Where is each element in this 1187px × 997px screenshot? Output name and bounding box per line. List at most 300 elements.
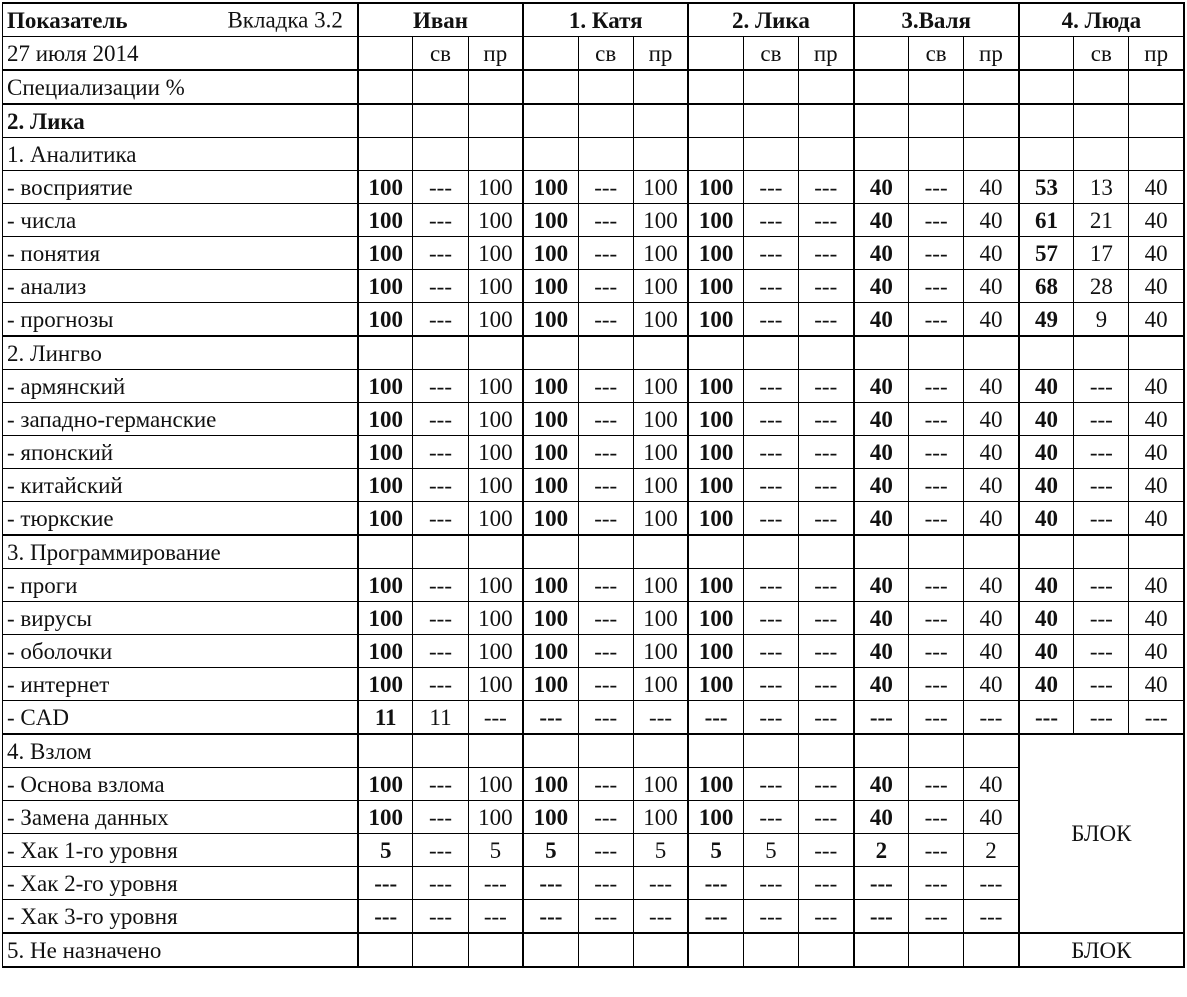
value-cell: 100 — [633, 370, 688, 403]
value-cell: --- — [413, 303, 468, 337]
value-cell: 100 — [633, 668, 688, 701]
table-cell — [743, 734, 798, 768]
table-cell — [964, 734, 1019, 768]
spec-row — [3, 70, 1185, 104]
value-cell: --- — [688, 701, 743, 735]
value-cell: 100 — [468, 602, 523, 635]
value-cell: --- — [743, 303, 798, 337]
value-cell: 100 — [358, 370, 413, 403]
value-cell: 40 — [964, 436, 1019, 469]
value-cell: 40 — [854, 403, 909, 436]
value-cell: --- — [578, 602, 633, 635]
table-cell — [798, 70, 853, 104]
row-label: - CAD — [3, 701, 358, 735]
value-cell: 100 — [523, 436, 578, 469]
table-cell — [358, 734, 413, 768]
subcol-pr: пр — [798, 37, 853, 71]
value-cell: --- — [578, 900, 633, 934]
table-row — [3, 502, 1185, 536]
value-cell: --- — [964, 900, 1019, 934]
category-row — [3, 535, 1185, 569]
value-cell: 100 — [523, 768, 578, 801]
value-cell: 40 — [964, 602, 1019, 635]
value-cell: --- — [743, 569, 798, 602]
category-row — [3, 734, 1185, 768]
subheader-row — [3, 37, 1185, 71]
table-cell — [578, 138, 633, 171]
value-cell: --- — [468, 701, 523, 735]
value-cell: 100 — [633, 270, 688, 303]
value-cell: --- — [1074, 469, 1129, 502]
table-cell — [468, 336, 523, 370]
table-cell — [523, 535, 578, 569]
row-label: - тюркские — [3, 502, 358, 536]
value-cell: --- — [798, 801, 853, 834]
value-cell: 40 — [1019, 370, 1074, 403]
value-cell: --- — [578, 569, 633, 602]
value-cell: 40 — [854, 569, 909, 602]
value-cell: --- — [798, 270, 853, 303]
spec-row-label: Специализации % — [3, 70, 358, 104]
value-cell: 40 — [1129, 668, 1184, 701]
value-cell: 100 — [358, 237, 413, 270]
value-cell: 100 — [468, 768, 523, 801]
value-cell: --- — [743, 602, 798, 635]
value-cell: 40 — [964, 502, 1019, 536]
value-cell: --- — [413, 370, 468, 403]
value-cell: 100 — [358, 436, 413, 469]
table-cell — [688, 933, 743, 967]
value-cell: 40 — [854, 370, 909, 403]
value-cell: 100 — [358, 602, 413, 635]
row-label: - китайский — [3, 469, 358, 502]
value-cell: --- — [413, 867, 468, 900]
value-cell: 100 — [468, 171, 523, 204]
value-cell: --- — [743, 701, 798, 735]
table-cell — [854, 138, 909, 171]
value-cell: 100 — [633, 768, 688, 801]
value-cell: --- — [743, 502, 798, 536]
category-title: 1. Аналитика — [3, 138, 358, 171]
value-cell: 100 — [688, 403, 743, 436]
table-cell — [688, 734, 743, 768]
value-cell: --- — [578, 171, 633, 204]
value-cell: 100 — [358, 569, 413, 602]
header-row — [3, 3, 1185, 37]
category-title: 2. Лингво — [3, 336, 358, 370]
row-label: - Хак 3-го уровня — [3, 900, 358, 934]
value-cell: --- — [413, 469, 468, 502]
table-cell — [633, 535, 688, 569]
table-cell — [964, 933, 1019, 967]
value-cell: 100 — [523, 569, 578, 602]
value-cell: 68 — [1019, 270, 1074, 303]
value-cell: 100 — [688, 303, 743, 337]
value-cell: 28 — [1074, 270, 1129, 303]
value-cell: --- — [798, 204, 853, 237]
value-cell: --- — [854, 867, 909, 900]
value-cell: --- — [413, 237, 468, 270]
table-cell — [523, 933, 578, 967]
value-cell: 40 — [1129, 602, 1184, 635]
value-cell: --- — [909, 900, 964, 934]
value-cell: 40 — [854, 635, 909, 668]
table-cell — [358, 535, 413, 569]
value-cell: 5 — [688, 834, 743, 867]
table-cell — [688, 104, 743, 138]
value-cell: 100 — [523, 403, 578, 436]
value-cell: 5 — [523, 834, 578, 867]
value-cell: 100 — [523, 635, 578, 668]
value-cell: 40 — [1129, 436, 1184, 469]
value-cell: --- — [578, 635, 633, 668]
row-label: - Основа взлома — [3, 768, 358, 801]
table-cell — [468, 933, 523, 967]
table-cell — [633, 138, 688, 171]
value-cell: 9 — [1074, 303, 1129, 337]
value-cell: 11 — [358, 701, 413, 735]
value-cell: 40 — [964, 270, 1019, 303]
value-cell: --- — [1074, 502, 1129, 536]
value-cell: --- — [413, 768, 468, 801]
value-cell: 100 — [358, 768, 413, 801]
value-cell: --- — [909, 370, 964, 403]
value-cell: 100 — [688, 569, 743, 602]
value-cell: 100 — [468, 502, 523, 536]
table-cell — [743, 138, 798, 171]
table-cell — [964, 535, 1019, 569]
value-cell: --- — [743, 204, 798, 237]
table-cell — [964, 138, 1019, 171]
value-cell: --- — [743, 635, 798, 668]
group-header: 4. Люда — [1019, 3, 1184, 37]
value-cell: 100 — [358, 403, 413, 436]
value-cell: 40 — [1019, 436, 1074, 469]
subcol-pr: пр — [633, 37, 688, 71]
value-cell: 40 — [1129, 370, 1184, 403]
value-cell: 5 — [358, 834, 413, 867]
value-cell: --- — [798, 768, 853, 801]
value-cell: 53 — [1019, 171, 1074, 204]
value-cell: 40 — [854, 768, 909, 801]
block-cell: БЛОК — [1019, 734, 1184, 933]
value-cell: 100 — [633, 171, 688, 204]
value-cell: --- — [743, 403, 798, 436]
table-cell — [358, 138, 413, 171]
value-cell: 100 — [688, 237, 743, 270]
row-label: - японский — [3, 436, 358, 469]
value-cell: --- — [578, 204, 633, 237]
value-cell: 100 — [633, 237, 688, 270]
value-cell: --- — [468, 867, 523, 900]
table-cell — [854, 535, 909, 569]
table-cell — [578, 70, 633, 104]
value-cell: --- — [798, 171, 853, 204]
table-cell — [798, 336, 853, 370]
value-cell: 100 — [523, 502, 578, 536]
table-cell — [909, 734, 964, 768]
value-cell: 40 — [964, 469, 1019, 502]
value-cell: 100 — [468, 403, 523, 436]
value-cell: --- — [798, 900, 853, 934]
subcol-total — [1019, 37, 1074, 71]
value-cell: --- — [743, 900, 798, 934]
value-cell: 100 — [688, 502, 743, 536]
table-cell — [413, 336, 468, 370]
value-cell: --- — [578, 403, 633, 436]
table-cell — [358, 104, 413, 138]
table-cell — [743, 336, 798, 370]
table-cell — [688, 535, 743, 569]
value-cell: 40 — [964, 171, 1019, 204]
subcol-sv: св — [578, 37, 633, 71]
table-row — [3, 403, 1185, 436]
value-cell: --- — [413, 569, 468, 602]
value-cell: 40 — [1129, 270, 1184, 303]
table-row — [3, 237, 1185, 270]
value-cell: --- — [468, 900, 523, 934]
value-cell: --- — [688, 900, 743, 934]
value-cell: 100 — [358, 668, 413, 701]
row-label: - Хак 1-го уровня — [3, 834, 358, 867]
value-cell: --- — [909, 801, 964, 834]
subcol-total — [358, 37, 413, 71]
header-date: 27 июля 2014 — [3, 37, 358, 71]
value-cell: --- — [578, 502, 633, 536]
subcol-sv: св — [1074, 37, 1129, 71]
value-cell: 100 — [358, 635, 413, 668]
row-label: - Замена данных — [3, 801, 358, 834]
value-cell: 40 — [854, 502, 909, 536]
table-cell — [523, 70, 578, 104]
table-cell — [1074, 535, 1129, 569]
value-cell: 2 — [854, 834, 909, 867]
table-cell — [1074, 70, 1129, 104]
subcol-sv: св — [909, 37, 964, 71]
value-cell: --- — [413, 502, 468, 536]
table-cell — [743, 104, 798, 138]
value-cell: 40 — [854, 436, 909, 469]
value-cell: --- — [413, 436, 468, 469]
value-cell: --- — [798, 502, 853, 536]
table-cell — [798, 535, 853, 569]
value-cell: --- — [909, 569, 964, 602]
table-row — [3, 635, 1185, 668]
value-cell: --- — [798, 701, 853, 735]
value-cell: --- — [909, 867, 964, 900]
value-cell: --- — [578, 867, 633, 900]
table-cell — [909, 336, 964, 370]
value-cell: --- — [743, 270, 798, 303]
tab-label: Вкладка 3.2 — [227, 7, 343, 33]
row-label: - числа — [3, 204, 358, 237]
table-row — [3, 569, 1185, 602]
value-cell: --- — [909, 237, 964, 270]
row-label: - анализ — [3, 270, 358, 303]
table-cell — [798, 138, 853, 171]
table-cell — [1019, 104, 1074, 138]
value-cell: --- — [413, 900, 468, 934]
value-cell: 40 — [854, 237, 909, 270]
table-cell — [468, 734, 523, 768]
value-cell: 100 — [468, 436, 523, 469]
value-cell: --- — [854, 701, 909, 735]
table-row — [3, 303, 1185, 337]
value-cell: 5 — [743, 834, 798, 867]
value-cell: 100 — [688, 801, 743, 834]
value-cell: 40 — [964, 403, 1019, 436]
value-cell: --- — [798, 403, 853, 436]
table-cell — [633, 933, 688, 967]
table-row — [3, 270, 1185, 303]
value-cell: --- — [909, 436, 964, 469]
value-cell: 17 — [1074, 237, 1129, 270]
table-cell — [909, 104, 964, 138]
value-cell: 100 — [688, 370, 743, 403]
unassigned-row — [3, 933, 1185, 967]
table-cell — [358, 933, 413, 967]
table-cell — [523, 104, 578, 138]
table-cell — [964, 104, 1019, 138]
table-cell — [854, 70, 909, 104]
table-cell — [633, 70, 688, 104]
value-cell: --- — [1074, 602, 1129, 635]
value-cell: 40 — [854, 801, 909, 834]
value-cell: --- — [743, 171, 798, 204]
table-cell — [468, 138, 523, 171]
value-cell: --- — [909, 303, 964, 337]
value-cell: 21 — [1074, 204, 1129, 237]
value-cell: 40 — [854, 270, 909, 303]
value-cell: --- — [909, 701, 964, 735]
value-cell: --- — [413, 204, 468, 237]
value-cell: 40 — [1019, 569, 1074, 602]
value-cell: 100 — [633, 436, 688, 469]
table-cell — [1129, 336, 1184, 370]
category-title: 4. Взлом — [3, 734, 358, 768]
value-cell: 100 — [523, 801, 578, 834]
value-cell: --- — [1019, 701, 1074, 735]
value-cell: 40 — [964, 768, 1019, 801]
value-cell: 40 — [1019, 502, 1074, 536]
value-cell: 40 — [854, 668, 909, 701]
value-cell: --- — [909, 403, 964, 436]
row-label: - вирусы — [3, 602, 358, 635]
value-cell: 40 — [964, 370, 1019, 403]
value-cell: --- — [578, 701, 633, 735]
row-label: - прогнозы — [3, 303, 358, 337]
value-cell: --- — [854, 900, 909, 934]
value-cell: --- — [1074, 701, 1129, 735]
table-row — [3, 370, 1185, 403]
table-row — [3, 701, 1185, 735]
value-cell: --- — [909, 834, 964, 867]
unassigned-block-cell: БЛОК — [1019, 933, 1184, 967]
value-cell: 40 — [964, 204, 1019, 237]
value-cell: 100 — [468, 635, 523, 668]
value-cell: --- — [358, 867, 413, 900]
table-cell — [909, 535, 964, 569]
table-cell — [468, 104, 523, 138]
value-cell: 100 — [358, 303, 413, 337]
table-cell — [909, 70, 964, 104]
table-cell — [854, 933, 909, 967]
category-title: 3. Программирование — [3, 535, 358, 569]
row-label: - восприятие — [3, 171, 358, 204]
value-cell: 40 — [1129, 469, 1184, 502]
value-cell: --- — [964, 867, 1019, 900]
value-cell: --- — [743, 370, 798, 403]
value-cell: 40 — [1019, 469, 1074, 502]
subcol-pr: пр — [964, 37, 1019, 71]
value-cell: --- — [523, 701, 578, 735]
table-cell — [798, 933, 853, 967]
value-cell: 40 — [854, 303, 909, 337]
value-cell: 100 — [688, 204, 743, 237]
table-cell — [413, 933, 468, 967]
value-cell: 100 — [633, 469, 688, 502]
value-cell: --- — [578, 469, 633, 502]
value-cell: --- — [798, 635, 853, 668]
value-cell: --- — [578, 801, 633, 834]
value-cell: 40 — [1129, 502, 1184, 536]
value-cell: --- — [743, 237, 798, 270]
table-cell — [578, 104, 633, 138]
value-cell: --- — [578, 834, 633, 867]
table-cell — [1074, 336, 1129, 370]
table-cell — [1129, 70, 1184, 104]
table-cell — [413, 535, 468, 569]
value-cell: --- — [743, 768, 798, 801]
table-cell — [633, 734, 688, 768]
value-cell: 100 — [688, 668, 743, 701]
subcol-total — [854, 37, 909, 71]
value-cell: 100 — [633, 635, 688, 668]
header-title: Показатель — [7, 7, 128, 33]
value-cell: 100 — [358, 171, 413, 204]
value-cell: --- — [358, 900, 413, 934]
table-cell — [688, 138, 743, 171]
value-cell: --- — [743, 867, 798, 900]
value-cell: 40 — [1129, 204, 1184, 237]
value-cell: 100 — [468, 303, 523, 337]
table-cell — [798, 734, 853, 768]
value-cell: --- — [413, 834, 468, 867]
value-cell: --- — [523, 867, 578, 900]
value-cell: 100 — [523, 237, 578, 270]
value-cell: 40 — [1129, 303, 1184, 337]
table-cell — [1019, 70, 1074, 104]
value-cell: --- — [798, 469, 853, 502]
value-cell: 40 — [854, 602, 909, 635]
skills-table — [2, 2, 1185, 968]
table-cell — [523, 138, 578, 171]
value-cell: 40 — [854, 204, 909, 237]
table-row — [3, 171, 1185, 204]
value-cell: 100 — [633, 801, 688, 834]
table-cell — [358, 70, 413, 104]
value-cell: 5 — [468, 834, 523, 867]
table-row — [3, 867, 1185, 900]
value-cell: --- — [798, 569, 853, 602]
value-cell: --- — [798, 303, 853, 337]
value-cell: 40 — [1129, 171, 1184, 204]
value-cell: --- — [909, 502, 964, 536]
value-cell: 40 — [964, 237, 1019, 270]
value-cell: --- — [688, 867, 743, 900]
value-cell: 100 — [523, 602, 578, 635]
value-cell: 100 — [633, 303, 688, 337]
